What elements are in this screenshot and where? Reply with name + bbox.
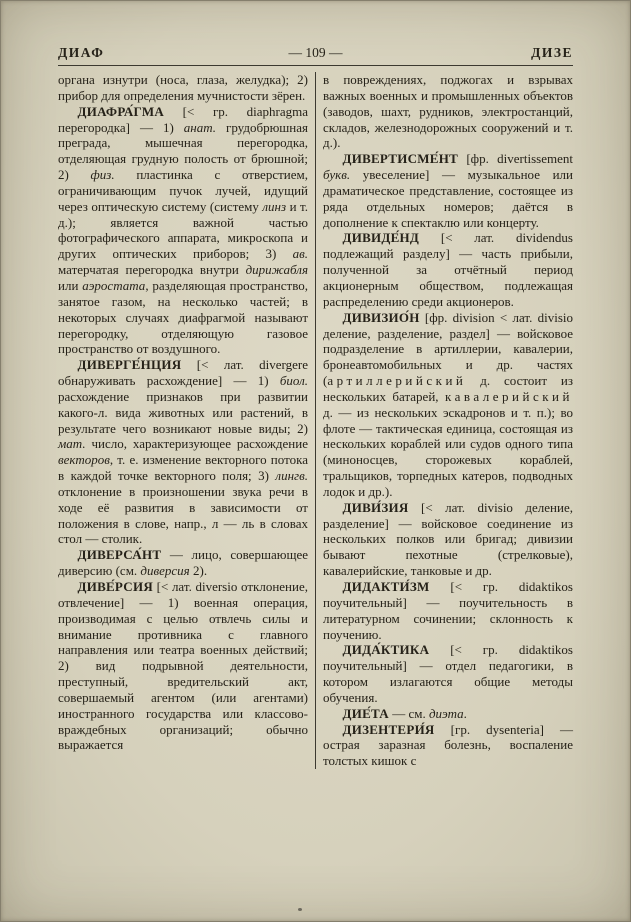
dictionary-entry — [58, 547, 308, 579]
dictionary-entry — [323, 310, 573, 500]
entry-text: матерчатая перегородка внутри — [58, 262, 246, 278]
headword: ДИДА́КТИКА — [342, 642, 430, 658]
headword: ДИВЕ́РСИЯ — [77, 579, 153, 594]
headword: ДИЗЕНТЕРИ́Я — [342, 721, 435, 737]
ink-speck — [298, 908, 302, 911]
italic-term: диэта — [428, 705, 464, 721]
entry-text: [< гр. diaphragma перегородка] — 1) — [58, 103, 308, 135]
headword: ДИВЕРТИСМЕ́НТ — [342, 151, 459, 167]
entry-text: [< лат. diversio отклонение, отвлечение] — 1) военная операция, производимая с целью отвлечь силы и внимание противника с главного направления или театра военных действий; 2) вид подрывной деятельности, преступный, вредительский акт, совершаемый агентом (или агентами) иностранного государства или классово-враждебных организаций; обычно выражается — [58, 579, 308, 753]
entry-text: д. — из нескольких эскадронов и т. п.); во флоте — тактическая единица, состоящая из нескольких кораблей или судов одного типа (миноносцев, сторожевых кораблей, тральщиков, торпедных катеров, подводных лодок и др.). — [323, 404, 573, 499]
headword: ДИВИЗИО́Н — [342, 309, 420, 325]
italic-term: векторов — [58, 452, 110, 468]
entry-text: грудобрюшная преграда, мышечная перегородка, отделяющая грудную полость от брюшной; 2) — [58, 119, 309, 183]
italic-term: букв. — [323, 167, 351, 183]
spaced-term: кавалерийский — [444, 388, 573, 404]
page-number: — 109 — — [288, 45, 343, 60]
italic-term: линз — [262, 198, 287, 214]
entry-text: [< лат. dividendus подлежащий разделу] — часть прибыли, полученной за отчётный период акционерным обществом, подлежащая распределению среди акционеров. — [323, 230, 573, 309]
entry-text: органа изнутри (носа, глаза, желудка); 2) прибор для определения мучнистости зёрен. — [58, 72, 308, 103]
column-divider — [315, 72, 316, 769]
page-header — [58, 45, 573, 61]
entry-text: [гр. dysenteria] — острая заразная болезнь, воспаление толстых кишок с — [323, 721, 573, 769]
headword: ДИВЕРСА́НТ — [77, 547, 162, 563]
entry-text: [фр. division < лат. divisio деление, разделение, раздел] — войсковое подразделение в артиллерии, кавалерии, бронеавтомобильных и др. частях ( — [323, 309, 573, 389]
entry-text: [< лат. divisio деление, разделение] — войсковое соединение из нескольких полков или бригад; дивизии бывают пехотные (стрелковые), кавалерийские, танковые и др. — [323, 499, 573, 579]
entry-text: 2). — [189, 563, 208, 579]
dictionary-entry — [58, 579, 308, 753]
headword: ДИВЕРГЕ́НЦИЯ — [77, 357, 182, 373]
dictionary-entry — [323, 706, 573, 722]
italic-term: лингв. — [275, 468, 308, 484]
dictionary-entry — [323, 722, 573, 770]
entry-text: в повреждениях, поджогах и взрывах важных военных и промышленных объектов (заводов, шахт, рудников, электростанций, складов, железнодорожных сооружений и т. д.). — [323, 72, 573, 151]
entry-text: — лицо, совершающее диверсию (см. — [58, 547, 308, 579]
entry-text: [< гр. didaktikos поучительный] — поучительность в литературном сочинении; склонность к поучению. — [323, 579, 573, 642]
text-block — [58, 72, 573, 769]
entry-text: расхождение признаков при развитии какого-л. вида животных или растений, в результате чего возникают новые виды; 2) — [58, 388, 308, 436]
italic-term: биол. — [279, 373, 308, 389]
header-guide-word-right: ДИЗЕ — [531, 45, 573, 60]
entry-text: число, характеризующее расхождение — [85, 436, 308, 452]
entry-text: [< гр. didaktikos поучительный] — отдел педагогики, в котором излагаются общие методы обучения. — [323, 642, 573, 705]
dictionary-entry — [323, 230, 573, 309]
italic-term: физ. — [90, 167, 115, 183]
entry-text: , т. е. изменение векторного потока в каждой точке векторного поля; 3) — [58, 452, 308, 484]
italic-term: дирижабля — [245, 262, 308, 278]
entry-text: увеселение] — музыкальное или драматическое представление, состоящее из ряда отдельных номеров; даётся в дополнение к спектаклю или концерту. — [323, 167, 573, 230]
entry-text: . — [463, 705, 467, 721]
entry-text: [фр. divertissement — [458, 151, 573, 167]
entry-text: , разделяющая пространство, занятое газом, на несколько частей; в некоторых случаях диафрагмой называют перегородку, отделяющую газовое пространство от воздушного. — [58, 277, 308, 357]
italic-term: мат. — [58, 436, 86, 452]
right-column — [323, 72, 573, 769]
italic-term: анат. — [183, 119, 217, 135]
headword: ДИЕ́ТА — [342, 705, 389, 721]
spaced-term: артиллерийский — [327, 373, 467, 389]
dictionary-entry — [58, 357, 308, 547]
italic-term: аэростата — [82, 277, 146, 293]
entry-text: [< лат. divergere обнаруживать расхождение] — 1) — [58, 357, 308, 389]
entry-text: пластинка с отверстием, ограничивающим пучок лучей, идущий через оптическую систему (систему — [58, 167, 308, 214]
entry-text: — см. — [388, 705, 429, 721]
dictionary-entry — [323, 579, 573, 642]
entry-text: или — [58, 277, 83, 293]
entry-text: и т. д.); является важной частью фотографического аппарата, микроскопа и других оптических приборов; 3) — [58, 198, 308, 262]
dictionary-entry — [323, 151, 573, 230]
continuation-paragraph — [58, 72, 308, 104]
continuation-paragraph — [323, 72, 573, 151]
dictionary-entry — [58, 104, 308, 358]
dictionary-entry — [323, 500, 573, 579]
left-column — [58, 72, 308, 769]
entry-text: отклонение в произношении звука речи в ходе её развития в зависимости от положения в слове, напр., л — ль в словах стол — столик. — [58, 483, 308, 547]
italic-term: диверсия — [140, 563, 190, 579]
italic-term: ав. — [292, 246, 308, 262]
header-guide-word-left: ДИАФ — [58, 45, 105, 60]
headword: ДИАФРА́ГМА — [77, 103, 165, 119]
headword: ДИДАКТИ́ЗМ — [342, 579, 430, 594]
entry-text: д. состоит из нескольких батарей, — [323, 373, 573, 404]
headword: ДИВИДЕ́НД — [342, 230, 420, 246]
header-rule — [58, 65, 573, 66]
dictionary-entry — [323, 642, 573, 705]
headword: ДИВИ́ЗИЯ — [342, 499, 409, 515]
